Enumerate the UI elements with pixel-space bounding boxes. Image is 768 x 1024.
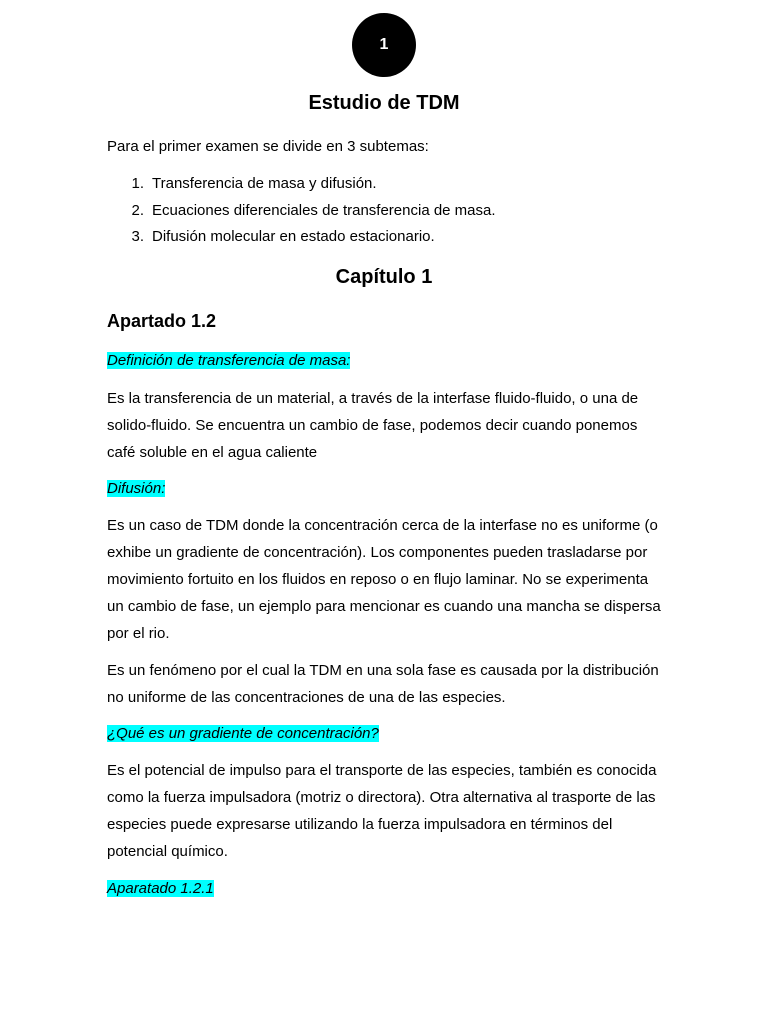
intro-paragraph: Para el primer examen se divide en 3 subtemas:	[107, 138, 429, 155]
page-number: 1	[379, 36, 389, 53]
highlighted-heading-text: Definición de transferencia de masa:	[107, 352, 351, 369]
document-title: Estudio de TDM	[308, 92, 460, 114]
highlighted-heading-text: Difusión:	[107, 480, 166, 497]
list-item-text: Difusión molecular en estado estacionario.	[152, 228, 435, 245]
highlighted-heading	[107, 878, 214, 900]
list-item	[107, 171, 667, 198]
highlighted-heading	[107, 723, 379, 745]
chapter-heading: Capítulo 1	[335, 266, 433, 288]
section-heading: Apartado 1.2	[107, 311, 217, 331]
list-item-number: 1.	[131, 175, 144, 192]
body-paragraph: Es un fenómeno por el cual la TDM en una sola fase es causada por la distribución no uniforme de las concentraciones de una de las especies.	[107, 662, 659, 706]
highlighted-heading	[107, 350, 350, 372]
list-item-text: Transferencia de masa y difusión.	[152, 175, 377, 192]
highlighted-heading	[107, 478, 165, 500]
subtopic-list	[107, 171, 667, 251]
list-item	[107, 198, 667, 225]
list-item	[107, 224, 667, 251]
page-number-badge	[352, 13, 416, 77]
highlighted-heading-text: ¿Qué es un gradiente de concentración?	[107, 725, 379, 742]
list-item-text: Ecuaciones diferenciales de transferencia de masa.	[152, 201, 496, 219]
list-item-number: 2.	[131, 201, 144, 219]
body-paragraph: Es la transferencia de un material, a través de la interfase fluido-fluido, o una de solido-fluido. Se encuentra un cambio de fase, podemos decir cuando ponemos café soluble en el agua caliente	[107, 390, 639, 461]
list-item-number: 3.	[131, 228, 144, 245]
highlighted-heading-text: Aparatado 1.2.1	[107, 880, 214, 897]
body-paragraph: Es el potencial de impulso para el transporte de las especies, también es conocida como la fuerza impulsadora (motriz o directora). Otra alternativa al trasporte de las especies puede expresarse utilizando la fuerza impulsadora en términos del potencial químico.	[107, 762, 657, 860]
body-paragraph: Es un caso de TDM donde la concentración cerca de la interfase no es uniforme (o exhibe un gradiente de concentración). Los componentes pueden trasladarse por movimiento fortuito en los fluidos en reposo o en flujo laminar. No se experimenta un cambio de fase, un ejemplo para mencionar es cuando una mancha se dispersa por el rio.	[107, 517, 661, 642]
